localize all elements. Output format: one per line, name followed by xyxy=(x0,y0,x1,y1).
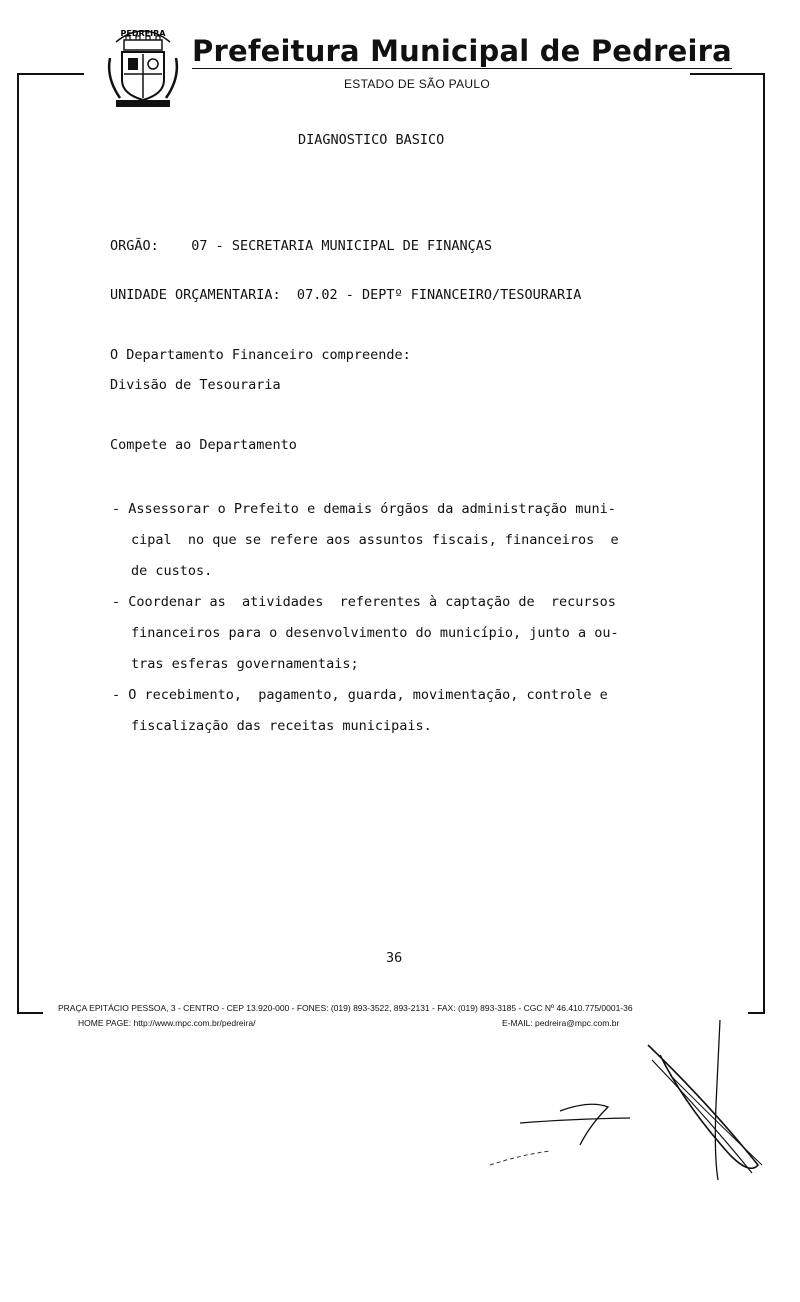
item-line: - Assessorar o Prefeito e demais órgãos da administração muni- xyxy=(112,501,616,517)
footer-homepage: HOME PAGE: http://www.mpc.com.br/pedreira/ xyxy=(78,1018,256,1028)
intro-text: O Departamento Financeiro compreende: xyxy=(110,347,411,363)
list-item xyxy=(112,680,712,742)
item-line: cipal no que se refere aos assuntos fiscais, financeiros e xyxy=(131,532,619,548)
frame-bottom-right xyxy=(748,1012,765,1014)
item-line: financeiros para o desenvolvimento do município, junto a ou- xyxy=(131,625,619,641)
unidade-line: UNIDADE ORÇAMENTARIA: 07.02 - DEPTº FINANCEIRO/TESOURARIA xyxy=(110,287,582,303)
svg-text:PEDREIRA: PEDREIRA xyxy=(120,29,166,38)
coat-of-arms-icon xyxy=(106,22,180,112)
frame-top-left xyxy=(18,73,84,75)
footer-address: PRAÇA EPITÁCIO PESSOA, 3 - CENTRO - CEP 13.920-000 - FONES: (019) 893-3522, 893-2131 - FAX: (019) 893-3185 - CGC Nº 46.410.775/0001-36 xyxy=(58,1003,633,1013)
item-line: - O recebimento, pagamento, guarda, movimentação, controle e xyxy=(112,687,608,703)
list-item xyxy=(112,587,712,680)
frame-top-right xyxy=(690,73,764,75)
frame-left xyxy=(17,73,19,1013)
item-line: de custos. xyxy=(131,563,213,579)
organization-title: Prefeitura Municipal de Pedreira xyxy=(192,34,732,68)
state-subtitle: ESTADO DE SÃO PAULO xyxy=(344,77,490,91)
list-item xyxy=(112,494,712,587)
division-text: Divisão de Tesouraria xyxy=(110,377,281,393)
orgao-line: ORGÃO: 07 - SECRETARIA MUNICIPAL DE FINANÇAS xyxy=(110,238,493,254)
document-title: DIAGNOSTICO BASICO xyxy=(298,132,445,148)
frame-right xyxy=(763,73,765,1013)
handwritten-signature-icon xyxy=(480,1015,780,1195)
page-number: 36 xyxy=(386,950,403,966)
item-line: tras esferas governamentais; xyxy=(131,656,359,672)
item-line: - Coordenar as atividades referentes à captação de recursos xyxy=(112,594,616,610)
item-line: fiscalização das receitas municipais. xyxy=(131,718,432,734)
compete-heading: Compete ao Departamento xyxy=(110,437,297,453)
frame-bottom-left xyxy=(17,1012,43,1014)
footer-email: E-MAIL: pedreira@mpc.com.br xyxy=(502,1018,620,1028)
